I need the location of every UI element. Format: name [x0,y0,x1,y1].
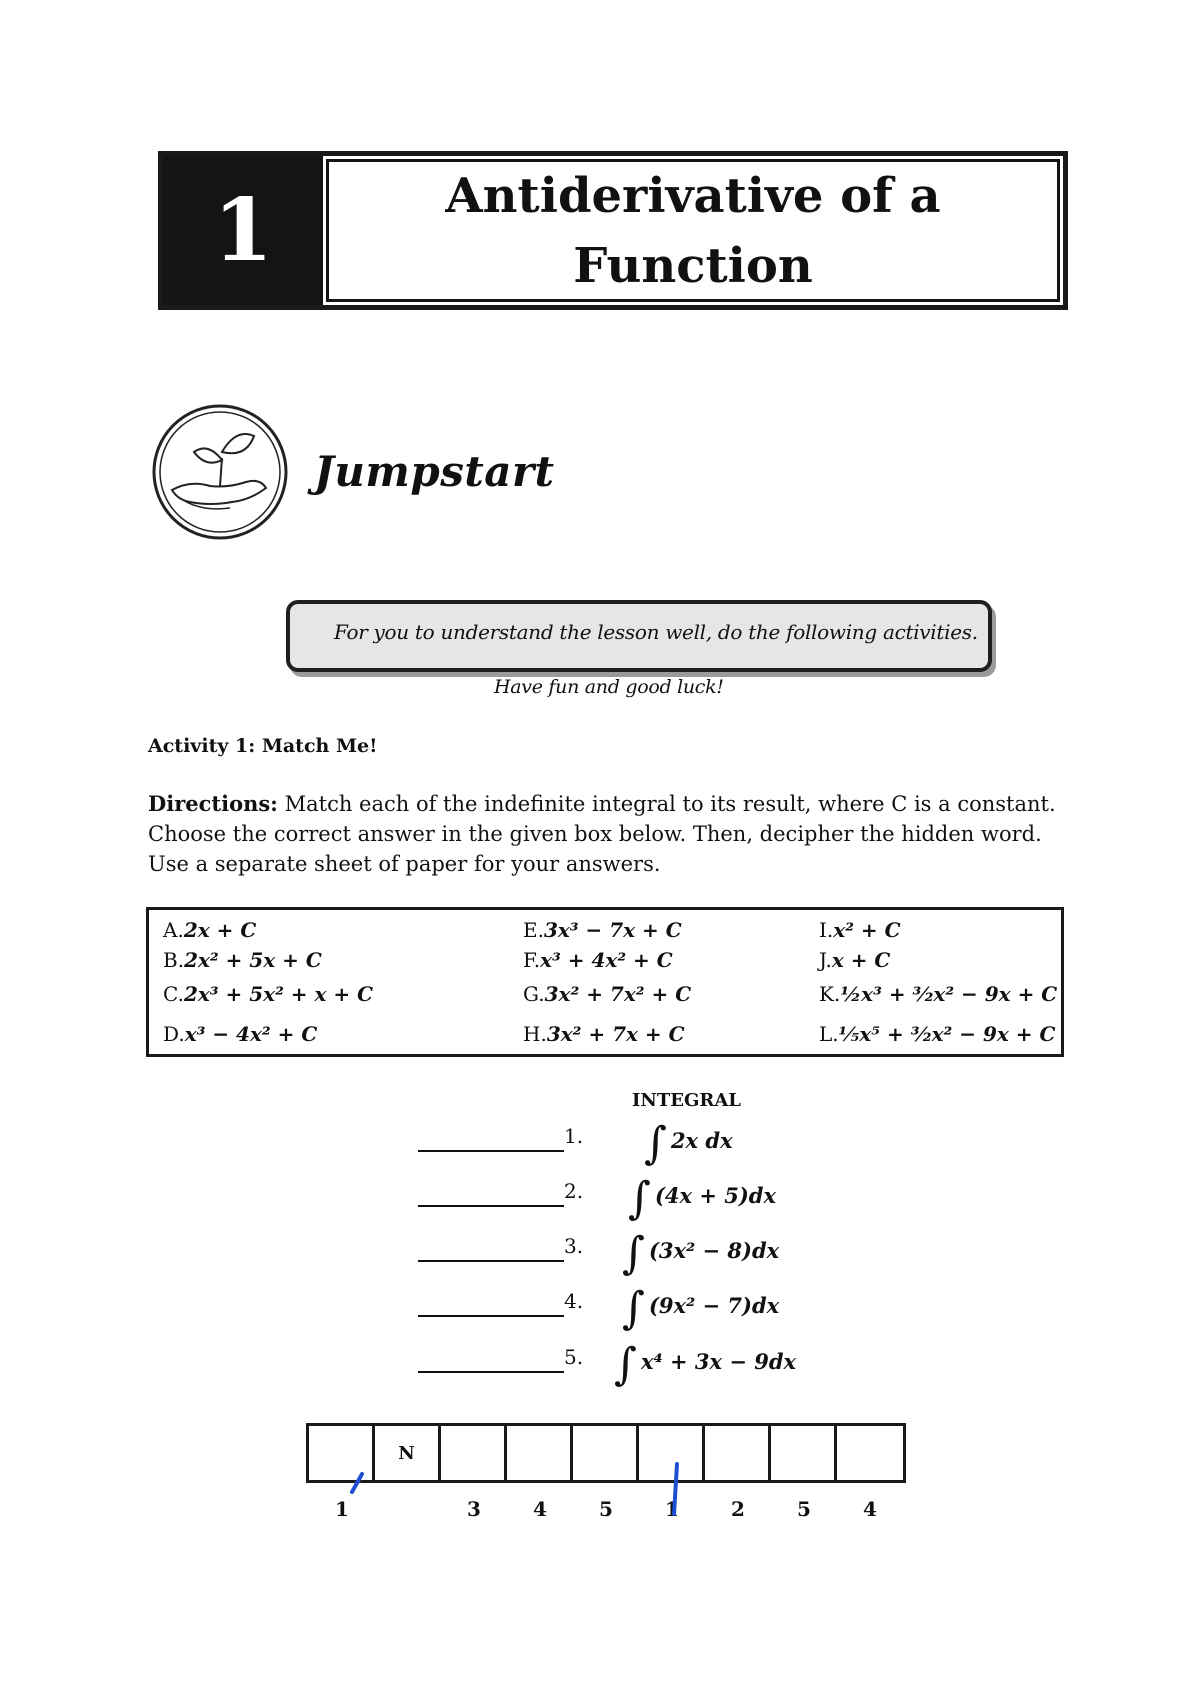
letter-cell[interactable] [573,1426,639,1480]
activity-title: Activity 1: Match Me! [148,735,378,757]
integral-header: INTEGRAL [632,1090,741,1111]
choice-expression: x³ + 4x² + C [540,948,673,972]
integrand: (9x² − 7)dx [648,1293,780,1318]
question-row [418,1173,818,1223]
choice-expression: 2x + C [183,918,257,942]
choice-label: J. [819,948,832,972]
choice-expression: x³ − 4x² + C [184,1022,318,1046]
choice-label: D. [163,1022,185,1046]
question-row [418,1118,818,1168]
choice-label: B. [163,948,185,972]
integral-expression [622,1228,779,1279]
question-row [418,1339,818,1389]
integral-expression [644,1118,733,1169]
letter-cell[interactable]: N [375,1426,441,1480]
question-row [418,1228,818,1278]
integrand: 2x dx [670,1128,733,1153]
choice-expression: x² + C [833,918,901,942]
lesson-banner [158,151,1068,310]
integral-expression [622,1283,779,1334]
choice-b [163,948,322,972]
section-title: Jumpstart [314,447,555,496]
integral-sign: ∫ [622,1228,645,1279]
lesson-title-line2: Function [573,237,813,294]
choice-label: A. [163,918,184,942]
instruction-text: For you to understand the lesson well, do the following activities. [334,620,978,644]
integral-sign: ∫ [628,1173,651,1224]
choice-k [819,982,1057,1006]
directions [148,789,1068,879]
question-number: 5. [564,1345,584,1369]
choice-c [163,982,373,1006]
cell-number-label: 3 [467,1497,481,1521]
choice-expression: 3x² + 7x + C [546,1022,685,1046]
choice-label: I. [819,918,834,942]
integral-sign: ∫ [644,1118,667,1169]
choices-box [146,907,1064,1057]
question-number: 4. [564,1289,584,1313]
choice-expression: ½x³ + ³⁄₂x² − 9x + C [840,982,1058,1006]
letter-cell[interactable] [639,1426,705,1480]
cell-number-label: 1 [335,1497,349,1521]
directions-label: Directions: [148,791,278,816]
integrand: (3x² − 8)dx [648,1238,780,1263]
choice-expression: 3x³ − 7x + C [543,918,682,942]
choice-expression: 2x² + 5x + C [184,948,322,972]
cell-number-label: 4 [863,1497,877,1521]
answer-blank[interactable] [418,1315,564,1317]
question-number: 2. [564,1179,584,1203]
choice-label: L. [819,1022,839,1046]
choice-label: H. [523,1022,547,1046]
lesson-title [326,159,1060,302]
letter-cell[interactable] [837,1426,903,1480]
choice-e [523,918,682,942]
choice-i [819,918,901,942]
letter-cell[interactable] [771,1426,837,1480]
directions-text: Match each of the indefinite integral to its result, where C is a constant. Choose the correct answer in the given box below. Then, decipher the hidden word. Use a separate sheet of paper for your answers. [148,792,1056,876]
question-number: 1. [564,1124,584,1148]
letter-cell[interactable] [705,1426,771,1480]
lesson-title-line1: Antiderivative of a [445,167,941,224]
choice-f [523,948,673,972]
question-row [418,1283,818,1333]
integral-expression [628,1173,776,1224]
choice-l [819,1022,1055,1046]
integral-expression [614,1339,796,1390]
instruction-box [286,600,992,672]
choice-label: E. [523,918,544,942]
choice-expression: x + C [831,948,891,972]
choice-label: K. [819,982,841,1006]
choice-expression: ⅕x⁵ + ³⁄₂x² − 9x + C [838,1022,1056,1046]
integrand: (4x + 5)dx [654,1183,776,1208]
cell-number-label: 4 [533,1497,547,1521]
choice-expression: 3x² + 7x² + C [544,982,692,1006]
letter-cell[interactable] [507,1426,573,1480]
cell-number-label: 5 [599,1497,613,1521]
answer-blank[interactable] [418,1205,564,1207]
choice-g [523,982,691,1006]
answer-blank[interactable] [418,1260,564,1262]
choice-label: G. [523,982,545,1006]
answer-blank[interactable] [418,1371,564,1373]
cell-number-label: 5 [797,1497,811,1521]
choice-label: C. [163,982,184,1006]
choice-j [819,948,890,972]
letter-cell[interactable] [309,1426,375,1480]
choice-d [163,1022,317,1046]
hidden-word-grid [306,1423,906,1483]
choice-a [163,918,256,942]
cell-number-label: 1 [665,1497,679,1521]
integral-sign: ∫ [614,1339,637,1390]
choice-h [523,1022,685,1046]
letter-cell[interactable] [441,1426,507,1480]
choice-expression: 2x³ + 5x² + x + C [183,982,374,1006]
closing-text: Have fun and good luck! [494,676,724,698]
cell-number-label: 2 [731,1497,745,1521]
answer-blank[interactable] [418,1150,564,1152]
integrand: x⁴ + 3x − 9dx [640,1349,797,1374]
integral-sign: ∫ [622,1283,645,1334]
lesson-number: 1 [163,156,323,305]
hand-with-sprout-icon [150,402,290,542]
question-number: 3. [564,1234,584,1258]
choice-label: F. [523,948,541,972]
